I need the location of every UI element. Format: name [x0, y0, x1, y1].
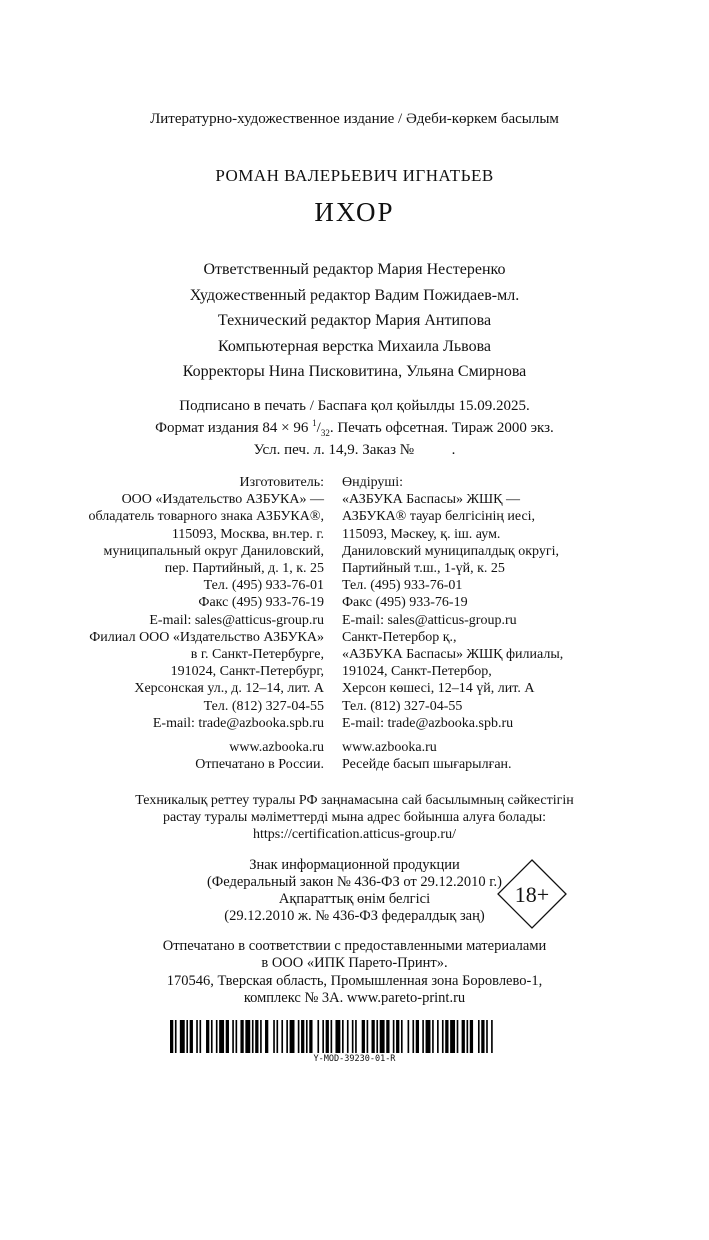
barcode-bar: [236, 1020, 238, 1053]
barcode-bar: [380, 1020, 385, 1053]
book-title: ИХОР: [314, 197, 395, 227]
format-den: 32: [320, 428, 330, 438]
manufacturer-line: Тел. (812) 327-04-55: [342, 698, 463, 714]
barcode-bar: [355, 1020, 357, 1053]
manufacturer-line: 115093, Москва, вн.тер. г.: [171, 526, 324, 542]
format-sep: /: [316, 420, 321, 436]
format-prefix: Формат издания 84 × 96: [155, 420, 313, 436]
manufacturer-line: Даниловский муниципалдық округі,: [342, 543, 559, 559]
barcode-bar: [196, 1020, 198, 1053]
printer-line: комплекс № 3А. www.pareto-print.ru: [243, 989, 466, 1006]
manufacturer-line: 191024, Санкт-Петербор,: [342, 664, 492, 680]
barcode-bar: [180, 1020, 185, 1053]
barcode-bar: [467, 1020, 469, 1053]
barcode-bar: [386, 1020, 389, 1053]
barcode-bar: [412, 1020, 414, 1053]
manufacturer-line[interactable]: E-mail: sales@atticus-group.ru: [342, 612, 517, 628]
barcode-bar: [265, 1020, 268, 1053]
manufacturer-line: в г. Санкт-Петербурге,: [190, 647, 324, 663]
info-sign-text: [0, 857, 709, 925]
barcode-bar: [252, 1020, 254, 1053]
barcode-bar: [445, 1020, 448, 1053]
manufacturer-line: Херсонская ул., д. 12–14, лит. А: [134, 681, 324, 697]
barcode-bar: [226, 1020, 229, 1053]
manufacturer-line: Филиал ООО «Издательство АЗБУКА»: [89, 629, 324, 645]
credit-line: Корректоры Нина Писковитина, Ульяна Смирнова: [182, 363, 527, 380]
manufacturer-line: пер. Партийный, д. 1, к. 25: [164, 561, 324, 577]
printer-line: 170546, Тверская область, Промышленная зона Боровлево-1,: [166, 972, 543, 989]
manufacturer-line[interactable]: E-mail: trade@azbooka.spb.ru: [342, 715, 514, 731]
edition-type: Литературно-художественное издание / Әдеби-көркем басылым: [150, 111, 559, 127]
credit-line: Ответственный редактор Мария Нестеренко: [203, 261, 506, 278]
barcode-bar: [442, 1020, 444, 1053]
barcode-bar: [170, 1020, 173, 1053]
credit-line: Компьютерная верстка Михаила Львова: [217, 337, 492, 355]
barcode-bar: [211, 1020, 213, 1053]
manufacturer-line: Отпечатано в России.: [195, 757, 324, 773]
barcode-bar: [401, 1020, 403, 1053]
barcode-bar: [199, 1020, 201, 1053]
barcode-bar: [437, 1020, 439, 1053]
manufacturer-line[interactable]: E-mail: sales@atticus-group.ru: [149, 612, 324, 628]
format-suffix: . Печать офсетная. Тираж 2000 экз.: [329, 420, 554, 436]
barcode-bar: [331, 1020, 333, 1053]
signed-line: Подписано в печать / Баспаға қол қойылды 15.09.2025.: [179, 398, 530, 414]
manufacturer-line: 191024, Санкт-Петербург,: [170, 664, 324, 680]
barcode-bar: [393, 1020, 395, 1053]
sign-line: (Федеральный закон № 436-ФЗ от 29.12.2010 г.): [206, 874, 503, 890]
barcode-bar: [245, 1020, 250, 1053]
barcode-bar: [255, 1020, 258, 1053]
manufacturer-line: АЗБУКА® тауар белгісінің иесі,: [342, 509, 536, 525]
manufacturer-line[interactable]: www.azbooka.ru: [342, 740, 437, 756]
print-info: [0, 398, 709, 459]
sign-line: Знак информационной продукции: [249, 857, 460, 873]
manufacturer-line: Партийный т.ш., 1-үй, к. 25: [342, 561, 505, 577]
tech-regulation: [0, 792, 709, 843]
printer-line: в ООО «ИПК Парето-Принт».: [261, 955, 448, 972]
manufacturer-line: Херсон көшесі, 12–14 үй, лит. А: [342, 681, 535, 697]
barcode-bar: [286, 1020, 288, 1053]
certification-link[interactable]: https://certification.atticus-group.ru/: [253, 827, 456, 842]
barcode-bar: [426, 1020, 431, 1053]
barcode-bar: [450, 1020, 455, 1053]
order-line: Усл. печ. л. 14,9. Заказ № .: [253, 442, 456, 458]
barcode-bar: [486, 1020, 488, 1053]
barcode-bar: [309, 1020, 312, 1053]
barcode-bar: [347, 1020, 349, 1053]
barcode: [170, 1020, 496, 1053]
manufacturer-line[interactable]: www.azbooka.ru: [229, 740, 324, 756]
barcode-bar: [470, 1020, 473, 1053]
manufacturer-line: «АЗБУКА Баспасы» ЖШҚ филиалы,: [342, 647, 564, 663]
barcode-bar: [432, 1020, 434, 1053]
barcode-bar: [362, 1020, 365, 1053]
barcode-bar: [276, 1020, 278, 1053]
barcode-bar: [322, 1020, 324, 1053]
barcode-bar: [240, 1020, 243, 1053]
barcode-bar: [372, 1020, 375, 1053]
manufacturer-line: муниципальный округ Даниловский,: [103, 543, 324, 559]
barcode-bar: [422, 1020, 424, 1053]
credit-line: Технический редактор Мария Антипова: [217, 312, 492, 329]
manufacturer-line: 115093, Мәскеу, қ. іш. аум.: [342, 526, 501, 542]
barcode-bar: [457, 1020, 459, 1053]
manufacturer-kz: [342, 474, 672, 773]
format-fraction: [312, 420, 330, 436]
barcode-bar: [491, 1020, 493, 1053]
manufacturer-kz-main: [342, 474, 672, 732]
barcode-bar: [281, 1020, 283, 1053]
manufacturer-line: Өндіруші:: [342, 475, 403, 490]
sign-line: (29.12.2010 ж. № 436-ФЗ федералдық заң): [224, 908, 485, 924]
credit-line: Художественный редактор Вадим Пожидаев-мл.: [189, 286, 520, 304]
barcode-bar: [232, 1020, 234, 1053]
manufacturer-line[interactable]: E-mail: trade@azbooka.spb.ru: [152, 715, 324, 731]
printer-info: [0, 938, 709, 1007]
barcode-bar: [216, 1020, 218, 1053]
barcode-bar: [478, 1020, 480, 1053]
manufacturer-line: Санкт-Петербор қ.,: [342, 629, 457, 645]
manufacturer-line: Факс (495) 933-76-19: [198, 595, 324, 611]
barcode-bar: [206, 1020, 209, 1053]
tech-line: растау туралы мәліметтерді мына адрес бойынша алуға болады:: [162, 810, 547, 825]
sign-line: Ақпараттық өнім белгісі: [278, 891, 431, 907]
manufacturer-line: Тел. (495) 933-76-01: [342, 578, 463, 594]
author-name: РОМАН ВАЛЕРЬЕВИЧ ИГНАТЬЕВ: [215, 166, 494, 185]
format-num: 1: [312, 418, 317, 428]
barcode-bar: [367, 1020, 369, 1053]
barcode-bar: [408, 1020, 410, 1053]
manufacturer-line: Тел. (495) 933-76-01: [203, 578, 324, 594]
manufacturer-line: «АЗБУКА Баспасы» ЖШҚ —: [342, 492, 520, 508]
manufacturer-line: обладатель товарного знака АЗБУКА®,: [88, 509, 324, 525]
manufacturer-line: Тел. (812) 327-04-55: [203, 698, 324, 714]
age-rating-text: 18+: [514, 882, 550, 907]
barcode-bar: [175, 1020, 177, 1053]
barcode-code: Y-MOD-39230-01-R: [313, 1054, 396, 1064]
barcode-bar: [290, 1020, 295, 1053]
barcode-bar: [396, 1020, 399, 1053]
manufacturer-line: ООО «Издательство АЗБУКА» —: [121, 492, 324, 508]
manufacturer-ru-footer: [40, 739, 324, 773]
printer-line: Отпечатано в соответствии с предоставленными материалами: [162, 938, 547, 954]
barcode-bar: [219, 1020, 224, 1053]
manufacturer-line: Ресейде басып шығарылған.: [342, 757, 512, 773]
age-rating-badge: [497, 859, 567, 929]
barcode-bar: [260, 1020, 262, 1053]
manufacturer-ru-main: [40, 474, 324, 732]
barcode-bar: [273, 1020, 275, 1053]
manufacturer-kz-footer: [342, 739, 672, 773]
manufacturer-ru: [40, 474, 324, 773]
barcode-bar: [376, 1020, 378, 1053]
barcode-bar: [481, 1020, 484, 1053]
barcode-bar: [186, 1020, 188, 1053]
credits-block: [0, 257, 709, 385]
barcode-bar: [301, 1020, 304, 1053]
barcode-bar: [298, 1020, 300, 1053]
tech-line: Техникалық реттеу туралы РФ заңнамасына сай басылымның сәйкестігін: [135, 793, 574, 808]
barcode-bar: [190, 1020, 193, 1053]
barcode-bar: [335, 1020, 340, 1053]
barcode-bar: [326, 1020, 329, 1053]
barcode-bar: [342, 1020, 344, 1053]
barcode-bar: [462, 1020, 465, 1053]
barcode-bar: [317, 1020, 319, 1053]
barcode-bar: [352, 1020, 354, 1053]
manufacturer-line: Изготовитель:: [239, 475, 324, 490]
barcode-bar: [416, 1020, 419, 1053]
barcode-bar: [306, 1020, 308, 1053]
format-line: [0, 415, 709, 442]
manufacturer-line: Факс (495) 933-76-19: [342, 595, 468, 611]
